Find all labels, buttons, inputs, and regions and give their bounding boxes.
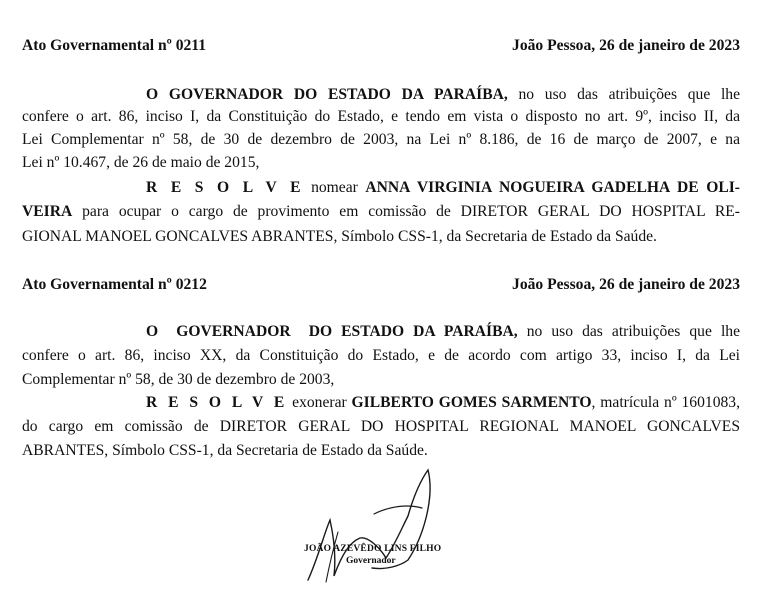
signatory-name: JOÃO AZEVÊDO LINS FILHO [304,544,442,554]
authority-title: O GOVERNADOR DO ESTADO DA PARAÍBA, [146,323,518,340]
text-span: no uso das atribuições que lhe [507,86,740,103]
authority-title: O GOVERNADOR DO ESTADO DA PARAÍBA, [146,86,508,103]
act-header [22,275,740,295]
text-span: no uso das atribuições que lhe [517,323,740,340]
appointee-name-cont: VEIRA [22,203,73,220]
paragraph-line: GIONAL MANOEL GONCALVES ABRANTES, Símbolo CSS-1, da Secretaria de Estado da Saúde. [22,228,657,245]
resolve-word: R E S O L V E [146,179,304,196]
dismissed-name: GILBERTO GOMES SARMENTO [351,394,592,411]
act-date: João Pessoa, 26 de janeiro de 2023 [512,37,740,54]
paragraph-line: confere o art. 86, inciso XX, da Constituição do Estado, e de acordo com artigo 33, inciso I, da Lei [22,347,740,364]
paragraph-line [22,202,740,222]
paragraph-line: do cargo em comissão de DIRETOR GERAL DO HOSPITAL REGIONAL MANOEL GONCALVES [22,418,740,435]
paragraph-line [146,85,740,105]
text-span: nomear [303,179,366,196]
act-number: Ato Governamental nº 0211 [22,37,207,54]
paragraph-line: Lei nº 10.467, de 26 de maio de 2015, [22,154,260,171]
appointee-name: ANNA VIRGINIA NOGUEIRA GADELHA DE OLI- [365,179,740,196]
text-span: para ocupar o cargo de provimento em comissão de DIRETOR GERAL DO HOSPITAL RE- [72,203,740,220]
paragraph-line [146,393,740,413]
signatory-role: Governador [346,556,396,566]
act-header [22,36,740,56]
paragraph-line: ABRANTES, Símbolo CSS-1, da Secretaria de Estado da Saúde. [22,442,428,459]
paragraph-line [146,178,740,198]
paragraph-line [146,322,740,342]
text-span: exonerar [287,394,352,411]
paragraph-line: Lei Complementar nº 58, de 30 de dezembro de 2003, na Lei nº 8.186, de 16 de março de 2007, e na [22,131,740,148]
act-number: Ato Governamental nº 0212 [22,276,207,293]
paragraph-line: Complementar nº 58, de 30 de dezembro de 2003, [22,371,335,388]
text-span: , matrícula nº 1601083, [591,394,740,411]
resolve-word: R E S O L V E [146,394,288,411]
paragraph-line: confere o art. 86, inciso I, da Constituição do Estado, e tendo em vista o disposto no art. 9º, inciso II, da [22,108,740,125]
act-date: João Pessoa, 26 de janeiro de 2023 [512,276,740,293]
handwritten-signature [290,462,460,592]
